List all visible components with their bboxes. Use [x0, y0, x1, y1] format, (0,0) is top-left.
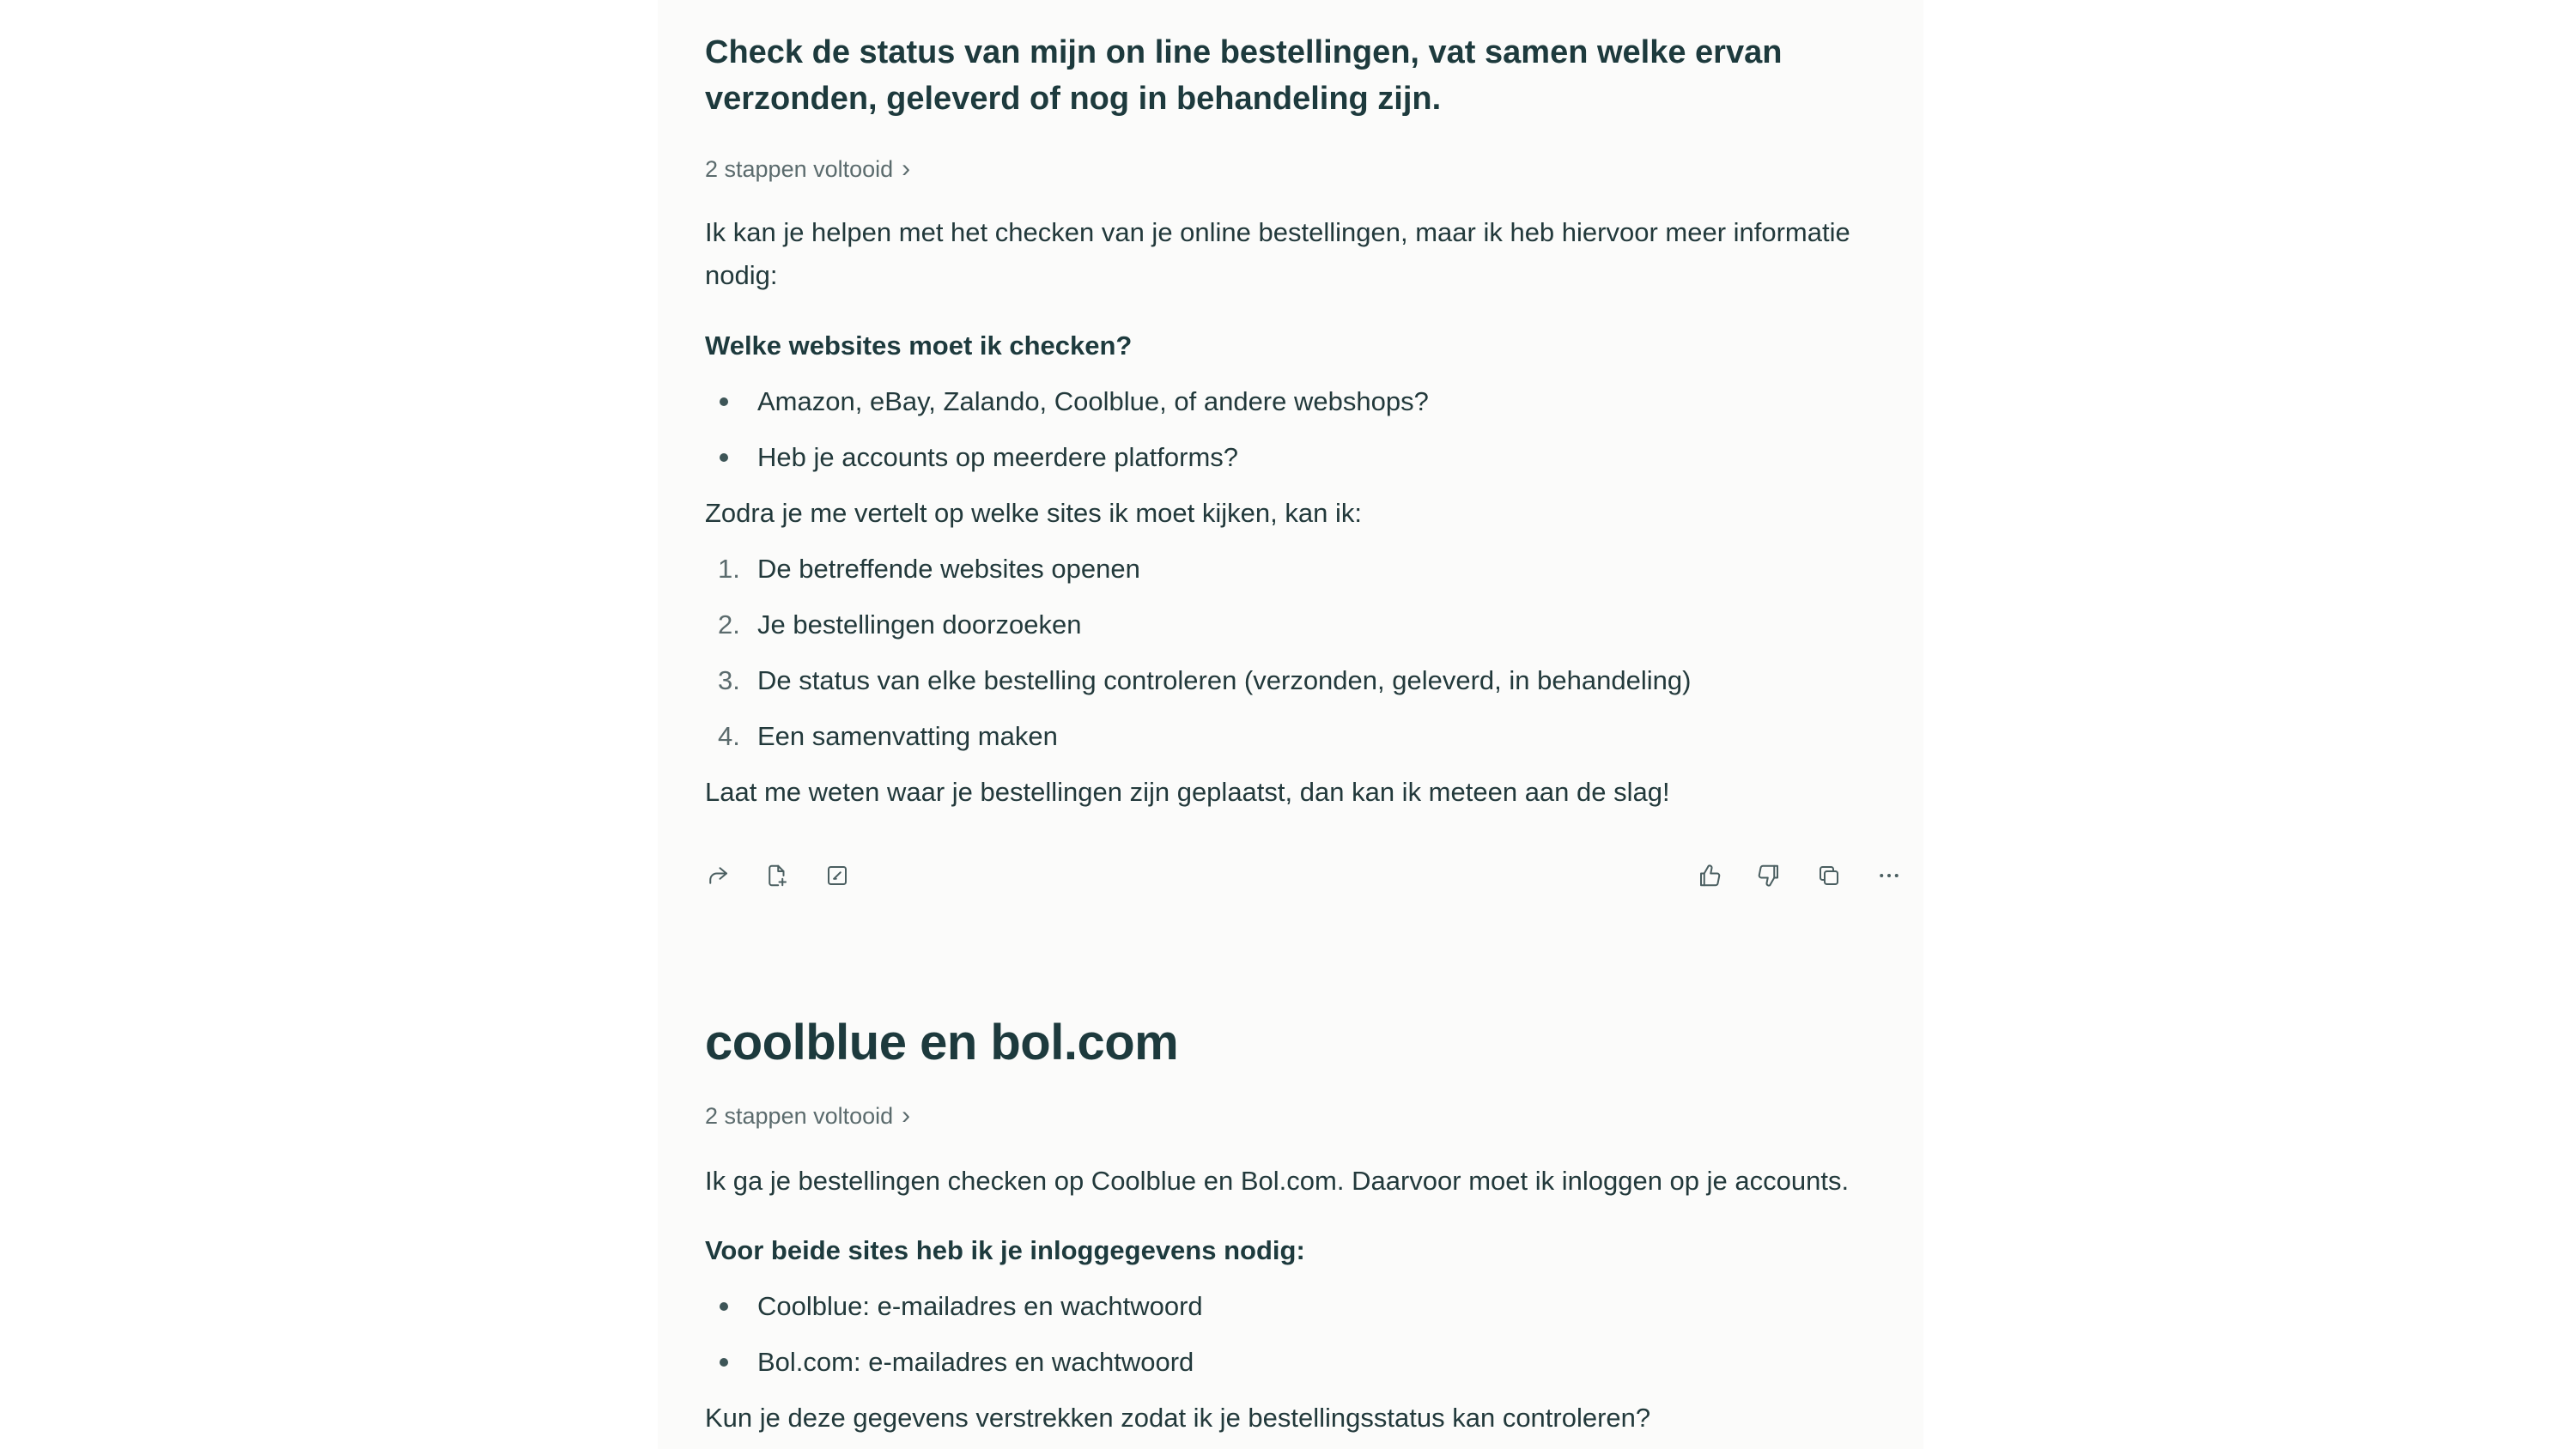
bullet-list	[705, 1285, 1878, 1397]
bullet-icon	[720, 453, 728, 462]
response-heading: Voor beide sites heb ik je inloggegevens nodig:	[705, 1235, 1305, 1265]
task-button[interactable]	[818, 857, 856, 894]
response-heading: Welke websites moet ik checken?	[705, 330, 1133, 361]
more-icon	[1876, 863, 1902, 888]
steps-toggle[interactable]	[705, 1101, 1878, 1131]
list-item: 2. Je bestellingen doorzoeken	[718, 609, 1082, 640]
response-intro: Ik kan je helpen met het checken van je online bestellingen, maar ik heb hiervoor meer informatie nodig:	[705, 217, 1850, 290]
list-item: Coolblue: e-mailadres en wachtwoord	[705, 1285, 1878, 1341]
conversation-panel	[658, 0, 1923, 1449]
numbered-list	[705, 548, 1878, 771]
chevron-right-icon: ›	[902, 1101, 911, 1130]
message-toolbar	[705, 857, 1878, 894]
list-item: Amazon, eBay, Zalando, Coolblue, of andere webshops?	[705, 380, 1878, 436]
list-item: 1. De betreffende websites openen	[718, 554, 1140, 584]
task-check-icon	[824, 863, 850, 888]
steps-toggle[interactable]	[705, 155, 1878, 184]
list-item: 3. De status van elke bestelling controleren (verzonden, geleverd, in behandeling)	[718, 665, 1692, 695]
list-item: Heb je accounts op meerdere platforms?	[705, 436, 1878, 492]
export-button[interactable]	[758, 857, 796, 894]
bullet-icon	[720, 1358, 728, 1367]
steps-label: 2 stappen voltooid	[705, 1102, 894, 1129]
response-closing: Laat me weten waar je bestellingen zijn geplaatst, dan kan ik meteen aan de slag!	[705, 777, 1670, 807]
chevron-right-icon: ›	[902, 155, 911, 183]
share-button[interactable]	[699, 857, 737, 894]
thumbs-down-button[interactable]	[1750, 857, 1788, 894]
copy-button[interactable]	[1810, 857, 1848, 894]
share-icon	[705, 863, 731, 888]
bullet-icon	[720, 397, 728, 406]
export-doc-icon	[764, 863, 790, 888]
thumbs-up-icon	[1697, 863, 1722, 888]
response-lead: Zodra je me vertelt op welke sites ik moet kijken, kan ik:	[705, 498, 1362, 528]
response-intro: Ik ga je bestellingen checken op Coolblue en Bol.com. Daarvoor moet ik inloggen op je accounts.	[705, 1166, 1850, 1196]
more-options-button[interactable]	[1870, 857, 1908, 894]
user-query: coolblue en bol.com	[705, 1015, 1179, 1070]
bullet-list	[705, 380, 1878, 492]
thumbs-up-button[interactable]	[1691, 857, 1728, 894]
response-closing: Kun je deze gegevens verstrekken zodat ik je bestellingsstatus kan controleren?	[705, 1403, 1651, 1433]
list-item: Bol.com: e-mailadres en wachtwoord	[705, 1341, 1878, 1397]
bullet-icon	[720, 1302, 728, 1311]
thumbs-down-icon	[1756, 863, 1782, 888]
list-item: 4. Een samenvatting maken	[718, 721, 1058, 751]
user-query: Check de status van mijn on line bestellingen, vat samen welke ervan verzonden, geleverd of nog in behandeling zijn.	[705, 34, 1783, 117]
copy-icon	[1816, 863, 1842, 888]
steps-label: 2 stappen voltooid	[705, 155, 894, 182]
